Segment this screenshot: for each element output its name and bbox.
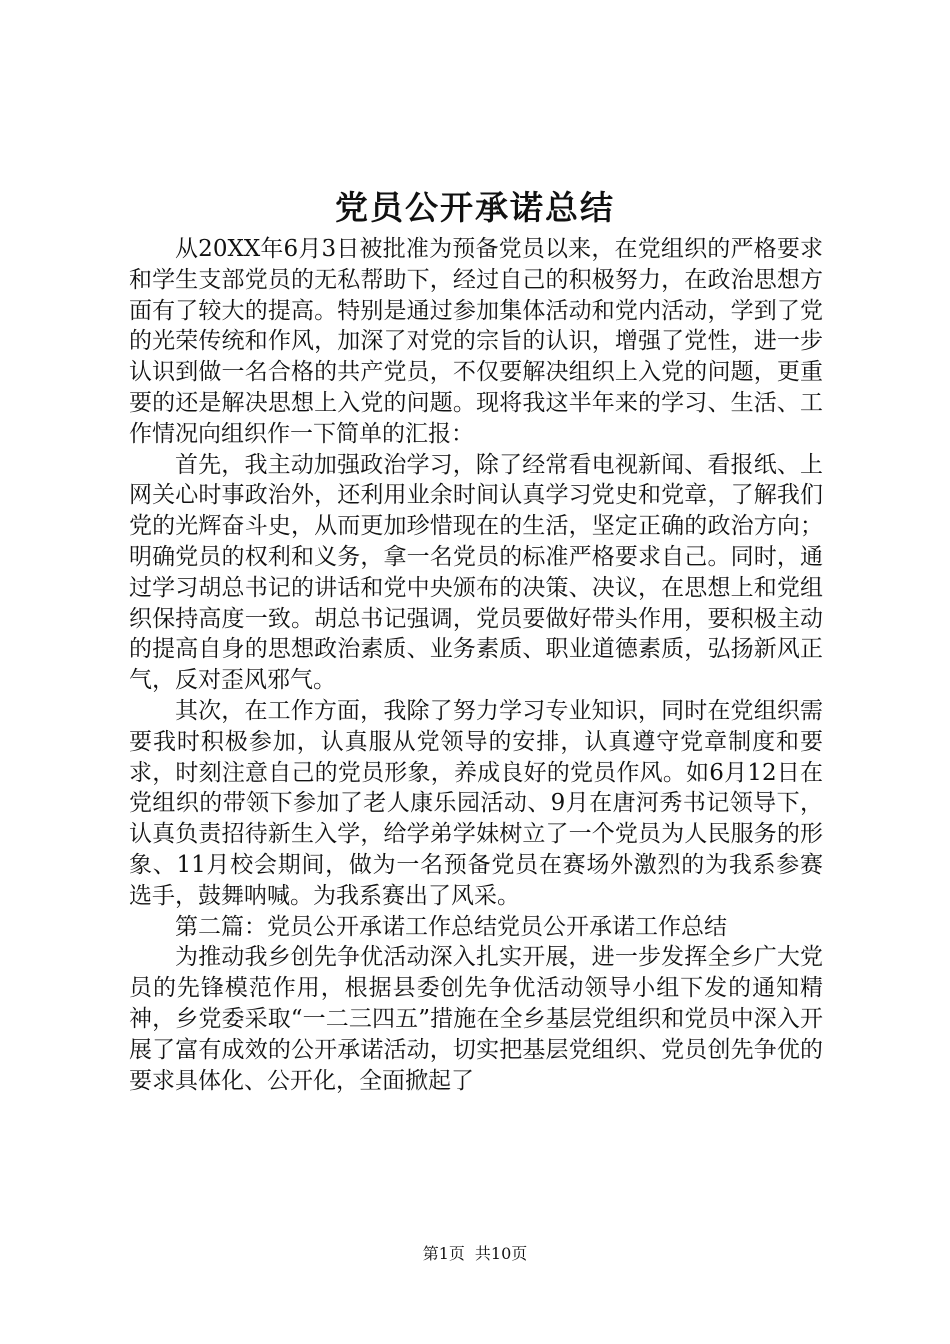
page-number: 第1页 <box>422 1244 465 1263</box>
paragraph: 从20XX年6月3日被批准为预备党员以来，在党组织的严格要求和学生支部党员的无私帮助下，经过自己的积极努力，在政治思想方面有了较大的提高。特别是通过参加集体活动和党内活动，学到了党的光荣传统和作风，加深了对党的宗旨的认识，增强了党性，进一步认识到做一名合格的共产党员，不仅要解决组织上入党的问题，更重要的还是解决思想上入党的问题。现将我这半年来的学习、生活、工作情况向组织作一下简单的汇报： <box>129 236 823 447</box>
paragraph: 其次，在工作方面，我除了努力学习专业知识，同时在党组织需要我时积极参加，认真服从党领导的安排，认真遵守党章制度和要求，时刻注意自己的党员形象，养成良好的党员作风。如6月12日在党组织的带领下参加了老人康乐园活动、9月在唐河秀书记领导下，认真负责招待新生入学，给学弟学妹树立了一个党员为人民服务的形象、11月校会期间，做为一名预备党员在赛场外激烈的为我系参赛选手，鼓舞呐喊。为我系赛出了风采。 <box>129 697 823 909</box>
document-body <box>129 234 823 1096</box>
paragraph: 首先，我主动加强政治学习，除了经常看电视新闻、看报纸、上网关心时事政治外，还利用业余时间认真学习党史和党章，了解我们党的光辉奋斗史，从而更加珍惜现在的生活，坚定正确的政治方向；明确党员的权利和义务，拿一名党员的标准严格要求自己。同时，通过学习胡总书记的讲话和党中央颁布的决策、决议，在思想上和党组织保持高度一致。胡总书记强调，党员要做好带头作用，要积极主动的提高自身的思想政治素质、业务素质、职业道德素质，弘扬新风正气，反对歪风邪气。 <box>129 451 823 694</box>
page-title: 党员公开承诺总结 <box>335 188 615 227</box>
page-total: 共10页 <box>474 1244 528 1263</box>
paragraph-subheading: 第二篇：党员公开承诺工作总结党员公开承诺工作总结 <box>175 913 727 940</box>
page-footer <box>0 1243 950 1265</box>
paragraph: 为推动我乡创先争优活动深入扎实开展，进一步发挥全乡广大党员的先锋模范作用，根据县委创先争优活动领导小组下发的通知精神，乡党委采取“一二三四五”措施在全乡基层党组织和党员中深入开展了富有成效的公开承诺活动，切实把基层党组织、党员创先争优的要求具体化、公开化，全面掀起了 <box>129 944 823 1094</box>
